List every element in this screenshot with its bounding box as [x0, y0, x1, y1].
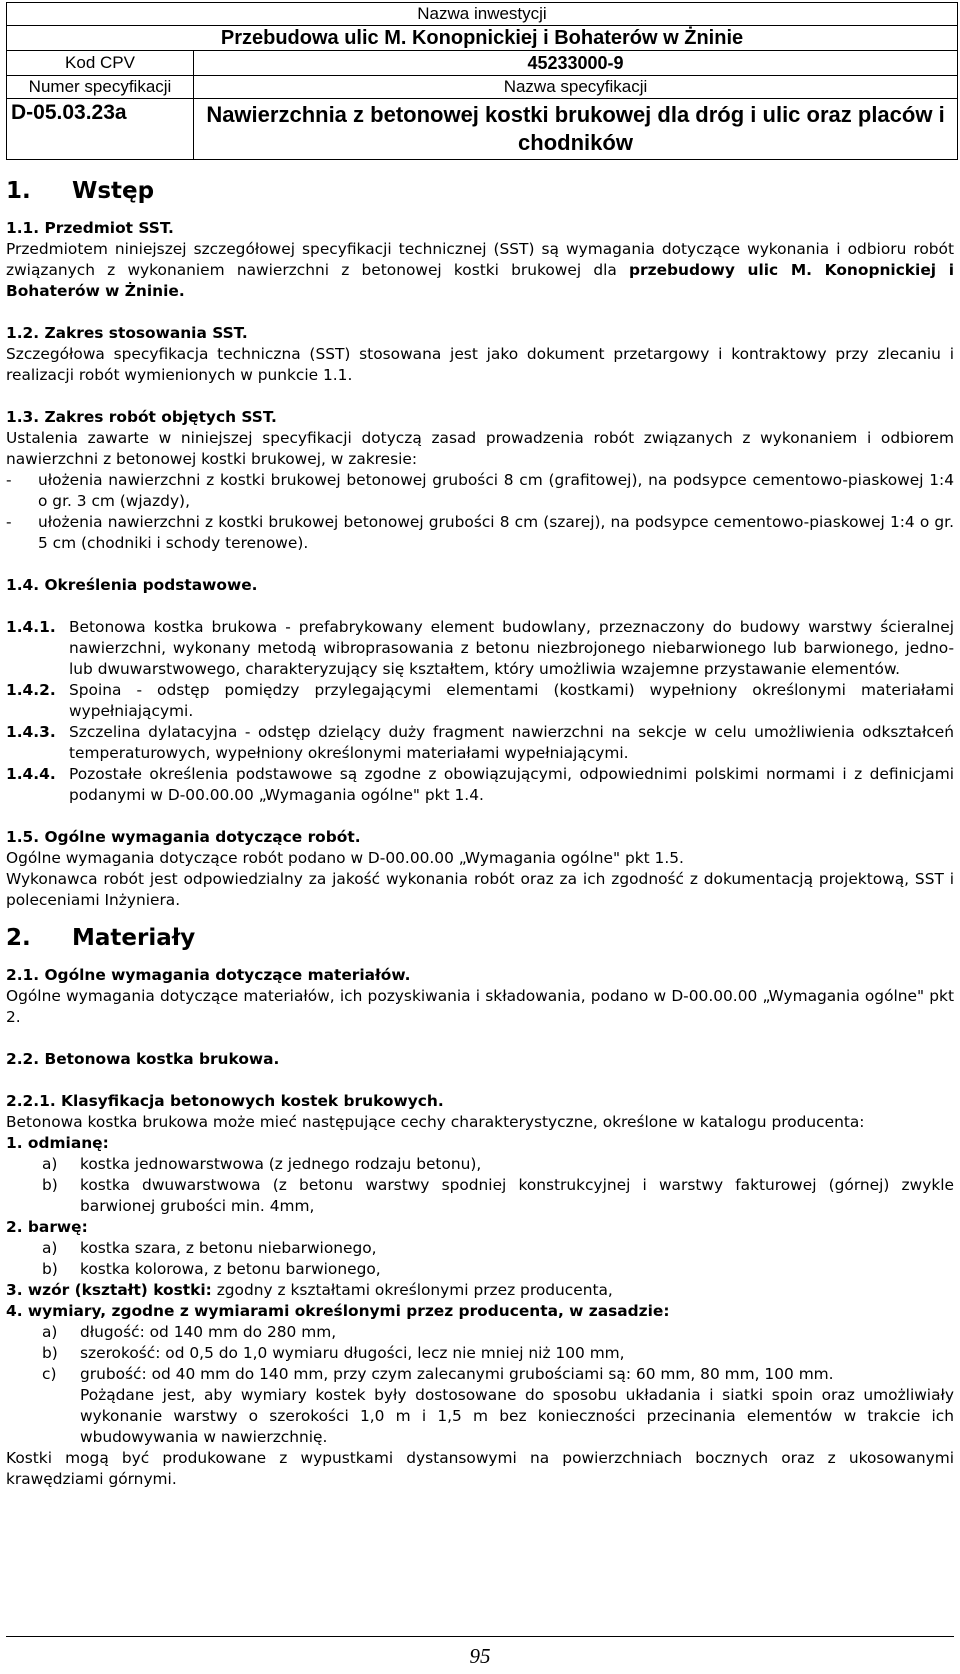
- characteristic-label: 4. wymiary, zgodne z wymiarami określonymi przez producenta, w zasadzie:: [6, 1302, 670, 1320]
- list-bullet: -: [6, 471, 12, 489]
- spec-header-table: [6, 2, 958, 160]
- investment-label: Nazwa inwestycji: [7, 3, 958, 26]
- definition-item: [6, 680, 954, 722]
- list-bullet: -: [6, 513, 12, 531]
- subsection-1-3-heading: 1.3. Zakres robót objętych SST.: [6, 408, 277, 426]
- list-marker: a): [42, 1155, 58, 1173]
- list-item: [6, 1175, 954, 1217]
- spec-name: Nawierzchnia z betonowej kostki brukowej dla dróg i ulic oraz placów i chodników: [194, 99, 958, 160]
- section-number: 2.: [6, 925, 31, 951]
- cpv-label: Kod CPV: [7, 51, 194, 76]
- section-number: 1.: [6, 178, 31, 204]
- list-marker: b): [42, 1260, 58, 1278]
- list-item-text: kostka kolorowa, z betonu barwionego,: [80, 1260, 381, 1278]
- document-page: [6, 2, 954, 1662]
- characteristic-label: 2. barwę:: [6, 1218, 88, 1236]
- list-item-text: kostka szara, z betonu niebarwionego,: [80, 1239, 377, 1257]
- footer-rule: [6, 1636, 954, 1637]
- subsection-2-1-heading: 2.1. Ogólne wymagania dotyczące materiałów.: [6, 966, 411, 984]
- list-item: [6, 1322, 954, 1343]
- subsection-1-2-heading: 1.2. Zakres stosowania SST.: [6, 324, 248, 342]
- paragraph: Ustalenia zawarte w niniejszej specyfikacji dotyczą zasad prowadzenia robót związanych z wykonaniem i odbiorem nawierzchni z betonowej kostki brukowej, w zakresie:: [6, 429, 954, 468]
- definition-text: Pozostałe określenia podstawowe są zgodne z obowiązującymi, odpowiednimi polskimi normami i z definicjami podanymi w D-00.00.00 „Wymagania ogólne" pkt 1.4.: [69, 765, 954, 804]
- definition-number: 1.4.1.: [6, 618, 56, 636]
- cpv-value: 45233000-9: [194, 51, 958, 76]
- list-item: [6, 1343, 954, 1364]
- definition-item: [6, 764, 954, 806]
- characteristic-line: [6, 1280, 954, 1301]
- characteristic-label: 3. wzór (kształt) kostki:: [6, 1281, 212, 1299]
- list-marker: a): [42, 1239, 58, 1257]
- definition-item: [6, 617, 954, 680]
- paragraph: [6, 239, 954, 302]
- section-1-heading: [6, 174, 954, 208]
- definition-number: 1.4.3.: [6, 723, 56, 741]
- list-item-text: kostka jednowarstwowa (z jednego rodzaju betonu),: [80, 1155, 482, 1173]
- characteristic-label: 1. odmianę:: [6, 1134, 109, 1152]
- definition-text: Spoina - odstęp pomiędzy przylegającymi elementami (kostkami) wypełniony określonymi materiałami wypełniającymi.: [69, 681, 954, 720]
- spec-name-label: Nazwa specyfikacji: [194, 76, 958, 99]
- section-title: Materiały: [72, 925, 196, 951]
- definition-number: 1.4.2.: [6, 681, 56, 699]
- definition-text: Betonowa kostka brukowa - prefabrykowany element budowlany, przeznaczony do budowy warstwy ścieralnej nawierzchni, wykonany metodą wibroprasowania z betonu niezbrojonego niebarwionego lub barwionego, jedno- lub dwuwarstwowego, charakteryzujący się kształtem, który umożliwia wzajemne przystawanie elementów.: [69, 618, 954, 678]
- subsection-2-2-heading: 2.2. Betonowa kostka brukowa.: [6, 1050, 280, 1068]
- list-item: [6, 1259, 954, 1280]
- subsection-2-2-1-heading: 2.2.1. Klasyfikacja betonowych kostek brukowych.: [6, 1092, 444, 1110]
- page-number: 95: [469, 1644, 491, 1668]
- list-item: [6, 1238, 954, 1259]
- list-item-text: ułożenia nawierzchni z kostki brukowej betonowej grubości 8 cm (szarej), na podsypce cementowo-piaskowej 1:4 o gr. 5 cm (chodniki i schody terenowe).: [38, 513, 954, 552]
- list-item: [6, 512, 954, 554]
- list-marker: a): [42, 1323, 58, 1341]
- list-item-text: kostka dwuwarstwowa (z betonu warstwy spodniej konstrukcyjnej i warstwy fakturowej (górnej) zwykle barwionej grubości min. 4mm,: [80, 1176, 954, 1215]
- paragraph: Ogólne wymagania dotyczące robót podano w D-00.00.00 „Wymagania ogólne" pkt 1.5.: [6, 849, 684, 867]
- list-item: [6, 1154, 954, 1175]
- definition-text: Szczelina dylatacyjna - odstęp dzielący duży fragment nawierzchni na sekcje w celu umożliwienia odkształceń temperaturowych, wypełniony określonymi materiałami wypełniającymi.: [69, 723, 954, 762]
- paragraph: Betonowa kostka brukowa może mieć następujące cechy charakterystyczne, określone w katalogu producenta:: [6, 1113, 865, 1131]
- subsection-1-5-heading: 1.5. Ogólne wymagania dotyczące robót.: [6, 828, 361, 846]
- list-marker: b): [42, 1176, 58, 1194]
- characteristic-text: zgodny z kształtami określonymi przez producenta,: [211, 1281, 613, 1299]
- definition-number: 1.4.4.: [6, 765, 56, 783]
- subsection-1-1-heading: 1.1. Przedmiot SST.: [6, 219, 174, 237]
- paragraph: Wykonawca robót jest odpowiedzialny za jakość wykonania robót oraz za ich zgodność z dokumentacją projektową, SST i poleceniami Inżyniera.: [6, 870, 954, 909]
- list-item-text: grubość: od 40 mm do 140 mm, przy czym zalecanymi grubościami są: 60 mm, 80 mm, 100 mm.: [80, 1365, 834, 1383]
- list-marker: c): [42, 1365, 57, 1383]
- paragraph-text: Przedmiotem niniejszej szczegółowej specyfikacji technicznej (SST) są wymagania dotyczące wykonania i odbioru robót związanych z wykonaniem nawierzchni z betonowej kostki brukowej dla: [6, 240, 954, 279]
- spec-number-label: Numer specyfikacji: [7, 76, 194, 99]
- section-title: Wstęp: [72, 178, 155, 204]
- spec-number: D-05.03.23a: [7, 99, 194, 160]
- paragraph-bold-text: przebudowy ulic M. Konopnickiej i Bohaterów w Żninie.: [6, 261, 954, 300]
- paragraph: Pożądane jest, aby wymiary kostek były dostosowane do sposobu układania i siatki spoin oraz umożliwiały wykonanie warstwy o szerokości 1,0 m i 1,5 m bez konieczności przecinania elementów w trakcie ich wbudowywania w nawierzchnię.: [80, 1386, 954, 1446]
- document-body: [6, 174, 954, 1490]
- list-item-text: szerokość: od 0,5 do 1,0 wymiaru długości, lecz nie mniej niż 100 mm,: [80, 1344, 625, 1362]
- paragraph: Ogólne wymagania dotyczące materiałów, ich pozyskiwania i składowania, podano w D-00.00.00 „Wymagania ogólne" pkt 2.: [6, 987, 954, 1026]
- investment-name: Przebudowa ulic M. Konopnickiej i Bohaterów w Żninie: [7, 26, 958, 51]
- definition-item: [6, 722, 954, 764]
- subsection-1-4-heading: 1.4. Określenia podstawowe.: [6, 576, 258, 594]
- list-item: [6, 1364, 954, 1385]
- paragraph: Szczegółowa specyfikacja techniczna (SST) stosowana jest jako dokument przetargowy i kontraktowy przy zlecaniu i realizacji robót wymienionych w punkcie 1.1.: [6, 345, 954, 384]
- list-marker: b): [42, 1344, 58, 1362]
- paragraph: Kostki mogą być produkowane z wypustkami dystansowymi na powierzchniach bocznych oraz z ukosowanymi krawędziami górnymi.: [6, 1449, 954, 1488]
- list-item: [6, 470, 954, 512]
- list-item-text: długość: od 140 mm do 280 mm,: [80, 1323, 337, 1341]
- section-2-heading: [6, 921, 954, 955]
- list-item-text: ułożenia nawierzchni z kostki brukowej betonowej grubości 8 cm (grafitowej), na podsypce cementowo-piaskowej 1:4 o gr. 3 cm (wjazdy),: [38, 471, 954, 510]
